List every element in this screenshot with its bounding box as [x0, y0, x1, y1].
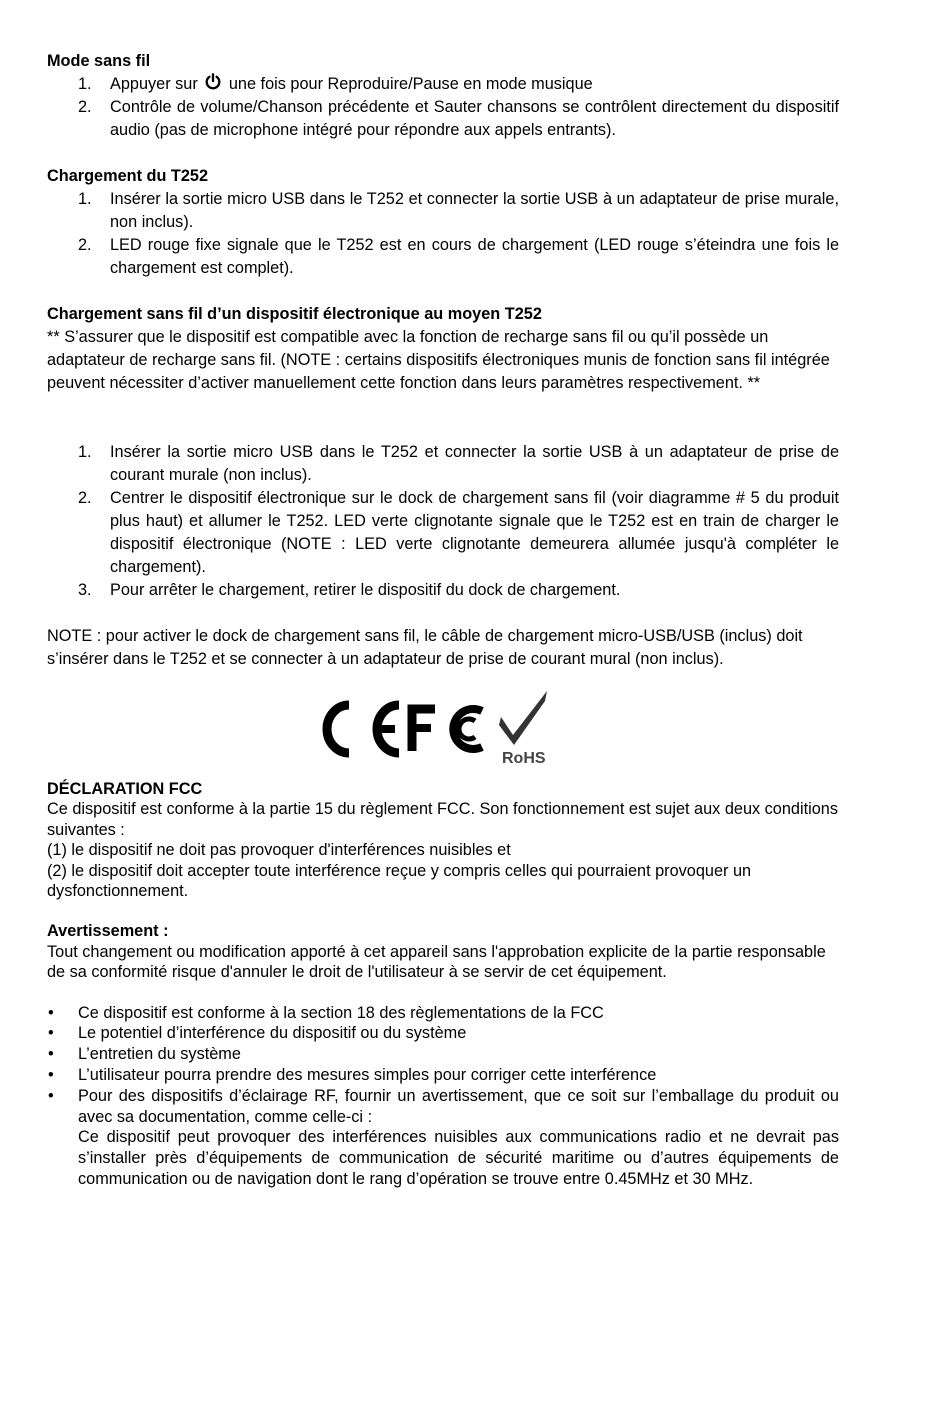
list-item: [47, 441, 839, 487]
list-text: Centrer le dispositif électronique sur le dock de chargement sans fil (voir diagramme # 5 du produit plus haut) et allumer le T252. LED verte clignotante signale que le T252 est en train de charger le dispositif électronique (NOTE : LED verte clignotante demeurera allumée jusqu'à compléter le chargement).: [110, 489, 839, 576]
bullet-text: Le potentiel d’interférence du dispositif ou du système: [78, 1024, 467, 1043]
bullet-text: L’utilisateur pourra prendre des mesures simples pour corriger cette interférence: [78, 1066, 657, 1085]
list-text: Insérer la sortie micro USB dans le T252 et connecter la sortie USB à un adaptateur de prise de courant murale (non inclus).: [110, 443, 839, 484]
ce-logo: [327, 705, 399, 753]
list-item: [47, 96, 839, 142]
bullet-text: L’entretien du système: [78, 1045, 241, 1064]
list-text-before: Appuyer sur: [110, 75, 198, 93]
bullet-text-continued: Ce dispositif peut provoquer des interférences nuisibles aux communications radio et ne devrait pas s’installer près d’équipements de communication de sécurité maritime ou d’autres équipements de communication ou de navigation dont le rang d’opération se trouve entre 0.45MHz et 30 MHz.: [78, 1128, 839, 1189]
certification-logos: [47, 671, 839, 779]
wireless-charging-list: [47, 441, 839, 602]
certification-logos-graphic: [317, 687, 567, 767]
warning-bullets: [47, 1003, 839, 1190]
activation-note: NOTE : pour activer le dock de chargement sans fil, le câble de chargement micro-USB/USB (inclus) doit s’insérer dans le T252 et se connecter à un adaptateur de prise de courant mural (non inclus).: [47, 627, 803, 668]
bullet-item: [47, 1023, 839, 1044]
bullet-dot: •: [48, 1086, 54, 1105]
list-number: 2.: [78, 236, 92, 254]
section-heading-fcc: DÉCLARATION FCC: [47, 780, 203, 798]
warning-text: Tout changement ou modification apporté à cet appareil sans l'approbation explicite de la partie responsable de sa conformité risque d'annuler le droit de l'utilisateur à se servir de cet équipement.: [47, 942, 826, 982]
list-item: [47, 188, 839, 234]
list-item: [47, 487, 839, 579]
fcc-line: (1) le dispositif ne doit pas provoquer d'interférences nuisibles et: [47, 841, 511, 860]
section-heading-charging: Chargement du T252: [47, 167, 209, 185]
bullet-text: Pour des dispositifs d’éclairage RF, fournir un avertissement, que ce soit sur l’emballage du produit ou avec sa documentation, comme celle-ci :: [78, 1086, 839, 1126]
section-heading-wireless: Mode sans fil: [47, 52, 151, 70]
list-number: 1.: [78, 443, 92, 461]
list-number: 1.: [78, 190, 92, 208]
bullet-dot: •: [48, 1024, 54, 1043]
bullet-item: [47, 1086, 839, 1190]
rohs-logo: [499, 691, 547, 767]
list-number: 2.: [78, 98, 92, 116]
list-item: [47, 234, 839, 280]
list-number: 1.: [78, 75, 92, 93]
list-item: [47, 579, 839, 602]
list-text-after: une fois pour Reproduire/Pause en mode musique: [228, 75, 593, 93]
fcc-logo: [412, 709, 482, 751]
bullet-item: [47, 1044, 839, 1065]
charging-list: [47, 188, 839, 280]
section-heading-warning: Avertissement :: [47, 922, 169, 941]
compatibility-note: ** S’assurer que le dispositif est compatible avec la fonction de recharge sans fil ou qu’il possède un adaptateur de recharge sans fil. (NOTE : certains dispositifs électroniques munis de fonction sans fil intégrée peuvent nécessiter d’activer manuellement cette fonction dans leurs paramètres respectivement. **: [47, 328, 830, 392]
document-page: [47, 50, 839, 1190]
list-text: LED rouge fixe signale que le T252 est en cours de chargement (LED rouge s’éteindra une fois le chargement est complet).: [110, 236, 839, 277]
bullet-text: Ce dispositif est conforme à la section 18 des règlementations de la FCC: [78, 1003, 604, 1022]
power-icon: [204, 73, 222, 91]
list-text: Contrôle de volume/Chanson précédente et Sauter chansons se contrôlent directement du dispositif audio (pas de microphone intégré pour répondre aux appels entrants).: [110, 98, 839, 139]
section-heading-wireless-charging: Chargement sans fil d’un dispositif électronique au moyen T252: [47, 305, 542, 323]
bullet-item: [47, 1065, 839, 1086]
bullet-item: [47, 1003, 839, 1024]
fcc-line: Ce dispositif est conforme à la partie 15 du règlement FCC. Son fonctionnement est sujet aux deux conditions suivantes :: [47, 800, 838, 839]
list-number: 3.: [78, 581, 92, 599]
bullet-dot: •: [48, 1045, 54, 1064]
bullet-dot: •: [48, 1003, 54, 1022]
fcc-line: (2) le dispositif doit accepter toute interférence reçue y compris celles qui pourraient provoquer un dysfonctionnement.: [47, 861, 752, 901]
list-number: 2.: [78, 489, 92, 507]
list-item: [47, 73, 839, 96]
wireless-list: [47, 73, 839, 142]
list-text: Insérer la sortie micro USB dans le T252 et connecter la sortie USB à un adaptateur de prise murale, non inclus).: [110, 190, 839, 231]
list-text: Pour arrêter le chargement, retirer le dispositif du dock de chargement.: [110, 581, 621, 599]
rohs-text: RoHS: [502, 750, 546, 767]
bullet-dot: •: [48, 1066, 54, 1085]
